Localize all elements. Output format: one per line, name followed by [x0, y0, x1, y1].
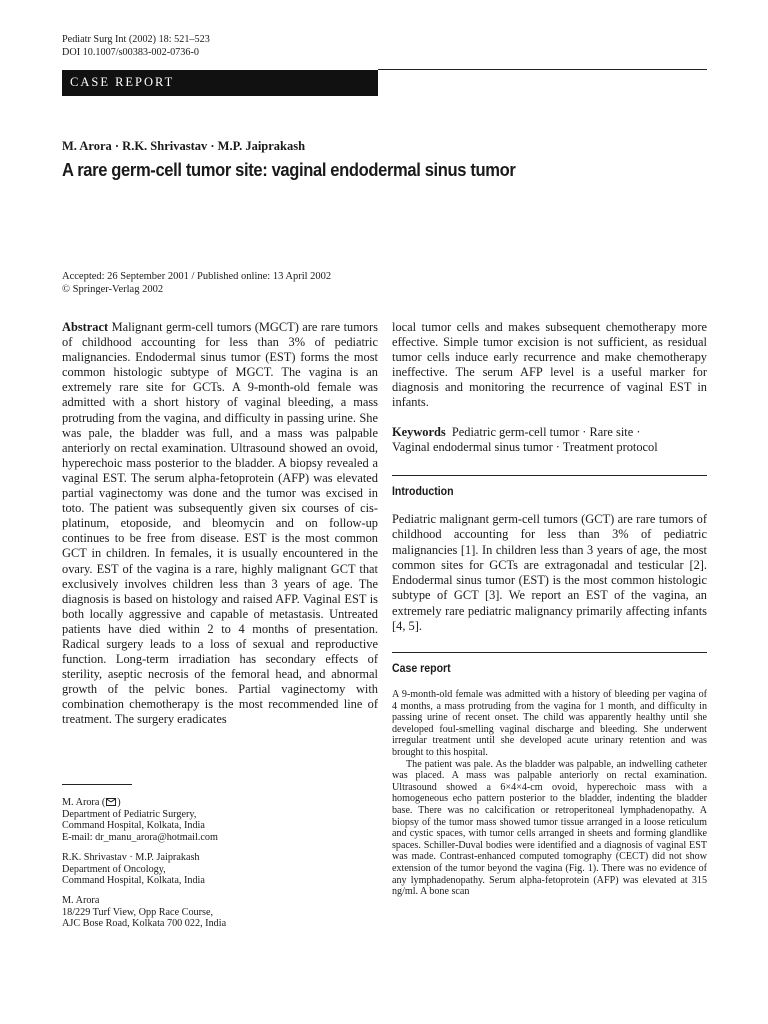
- affiliation-name-suffix: ): [117, 797, 121, 808]
- envelope-icon: [106, 798, 116, 806]
- case-report-text: [392, 689, 707, 898]
- affiliation-block: [62, 852, 205, 887]
- publication-dates: Accepted: 26 September 2001 / Published online: 13 April 2002: [62, 271, 332, 282]
- section-band-label: CASE REPORT: [70, 75, 175, 89]
- section-rule: [392, 475, 707, 476]
- affiliation-name: M. Arora: [62, 895, 100, 906]
- affiliation-line: Department of Pediatric Surgery,: [62, 808, 197, 820]
- case-report-paragraph: The patient was pale. As the bladder was palpable, an indwelling catheter was placed. A mass was palpable anteriorly on rectal examination. Ultrasound showed a 6×4×4-cm ovoid, hyperechoic mass with a homogeneous echo pattern posterior to the bladder, indenting the bladder base. There was no calcification or retroperitoneal lymphadenopathy. A biopsy of the tumor mass showed tumor tissue arranged in a loose reticulum and cystic spaces, with tumor cells arranged in sheets and forming glandlike spaces. Schiller-Duval bodies were identified and a diagnosis of vaginal EST was made. Contrast-enhanced computed tomography (CECT) did not show extension of the tumor beyond the vagina (Fig. 1). There was no evidence of any lymphadenopathy. Serum alpha-fetoprotein (AFP) was elevated at 315 ng/ml. A bone scan: [392, 758, 707, 898]
- keywords-line-2: Vaginal endodermal sinus tumor · Treatment protocol: [392, 440, 658, 454]
- affiliation-line: Department of Oncology,: [62, 863, 166, 875]
- footnote-rule: [62, 784, 132, 785]
- copyright-line: © Springer-Verlag 2002: [62, 284, 164, 295]
- keywords-label: Keywords: [392, 425, 446, 439]
- introduction-heading: Introduction: [392, 484, 454, 498]
- case-report-paragraph: A 9-month-old female was admitted with a history of bleeding per vagina of 4 months, a mass protruding from the vagina for 1 month, and difficulty in passing urine of recent onset. The child was apparently healthy until she developed foul-smelling vaginal discharge and bleeding. She underwent irregular treatment until she developed acute urinary retention and was brought to this hospital.: [392, 689, 707, 758]
- affiliation-line: 18/229 Turf View, Opp Race Course,: [62, 906, 214, 918]
- abstract-block: [62, 320, 378, 728]
- case-report-heading: Case report: [392, 661, 451, 675]
- email-line: E-mail: dr_manu_arora@hotmail.com: [62, 831, 218, 843]
- journal-reference: Pediatr Surg Int (2002) 18: 521–523: [62, 34, 210, 45]
- abstract-continuation: local tumor cells and makes subsequent chemotherapy more effective. Simple tumor excision is not sufficient, as residual tumor cells induce early recurrence and make chemotherapy ineffective. The serum AFP level is a useful marker for diagnosis and monitoring the recurrence of vaginal EST in infants.: [392, 320, 707, 410]
- keywords-text-1: Pediatric germ-cell tumor · Rare site ·: [451, 425, 641, 439]
- section-rule: [392, 652, 707, 653]
- introduction-text: Pediatric malignant germ-cell tumors (GCT) are rare tumors of childhood accounting for less than 3% of pediatric malignancies [1]. In children less than 3 years of age, the most common sites for GCTs are extragonadal and testicular [2]. Endodermal sinus tumor (EST) is the most common histologic subtype of GCT [3]. We report an EST of the vagina, an extremely rare pediatric malignancy primarily affecting infants [4, 5].: [392, 512, 707, 634]
- section-band: [62, 70, 378, 96]
- keywords-line-1: [392, 424, 712, 440]
- affiliation-name: M. Arora (: [62, 797, 106, 808]
- affiliation-line: Command Hospital, Kolkata, India: [62, 875, 205, 887]
- affiliation-line: Command Hospital, Kolkata, India: [62, 820, 205, 832]
- affiliation-block: [62, 895, 226, 930]
- abstract-label: Abstract: [62, 320, 109, 334]
- header-rule: [378, 69, 707, 70]
- author-list: M. Arora · R.K. Shrivastav · M.P. Jaiprakash: [62, 139, 306, 153]
- doi-line: DOI 10.1007/s00383-002-0736-0: [62, 47, 199, 58]
- affiliation-line: AJC Bose Road, Kolkata 700 022, India: [62, 918, 227, 930]
- article-title: A rare germ-cell tumor site: vaginal endodermal sinus tumor: [62, 160, 516, 180]
- abstract-text: Malignant germ-cell tumors (MGCT) are rare tumors of childhood accounting for less than 3% of pediatric malignancies. Endodermal sinus tumor (EST) forms the most common histologic subtype of MGCT. The vagina is an extremely rare site for GCTs. A 9-month-old female was admitted with a short history of vaginal bleeding, a mass protruding from the vagina, and difficulty in passing urine. She was pale, the bladder was full, and a mass was palpable anteriorly on rectal examination. Ultrasound showed an ovoid, hyperechoic mass posterior to the bladder. A biopsy revealed a vaginal EST. The serum alpha-fetoprotein (AFP) was elevated partial vaginectomy was done and the tumor was excised in toto. The patient was subsequently given six courses of cis-platinum, etoposide, and bleomycin and on follow-up continues to be free from disease. EST is the most common GCT in children. In females, it is usually encountered in the ovary. EST of the vagina is a rare, highly malignant GCT that exclusively involves children less than 3 years of age. The diagnosis is based on histology and raised AFP. Vaginal EST is both locally aggressive and capable of metastasis. Untreated patients have died within 2 to 4 months of presentation. Radical surgery leads to a loss of sexual and reproductive function. Long-term irradiation has secondary effects of sterility, aseptic necrosis of the femoral head, and abnormal growth of the pelvic bones. Partial vaginectomy with combination chemotherapy is the most recommended line of treatment. The surgery eradicates: [62, 320, 378, 727]
- affiliation-block: [62, 797, 218, 843]
- affiliation-name: R.K. Shrivastav · M.P. Jaiprakash: [62, 852, 200, 863]
